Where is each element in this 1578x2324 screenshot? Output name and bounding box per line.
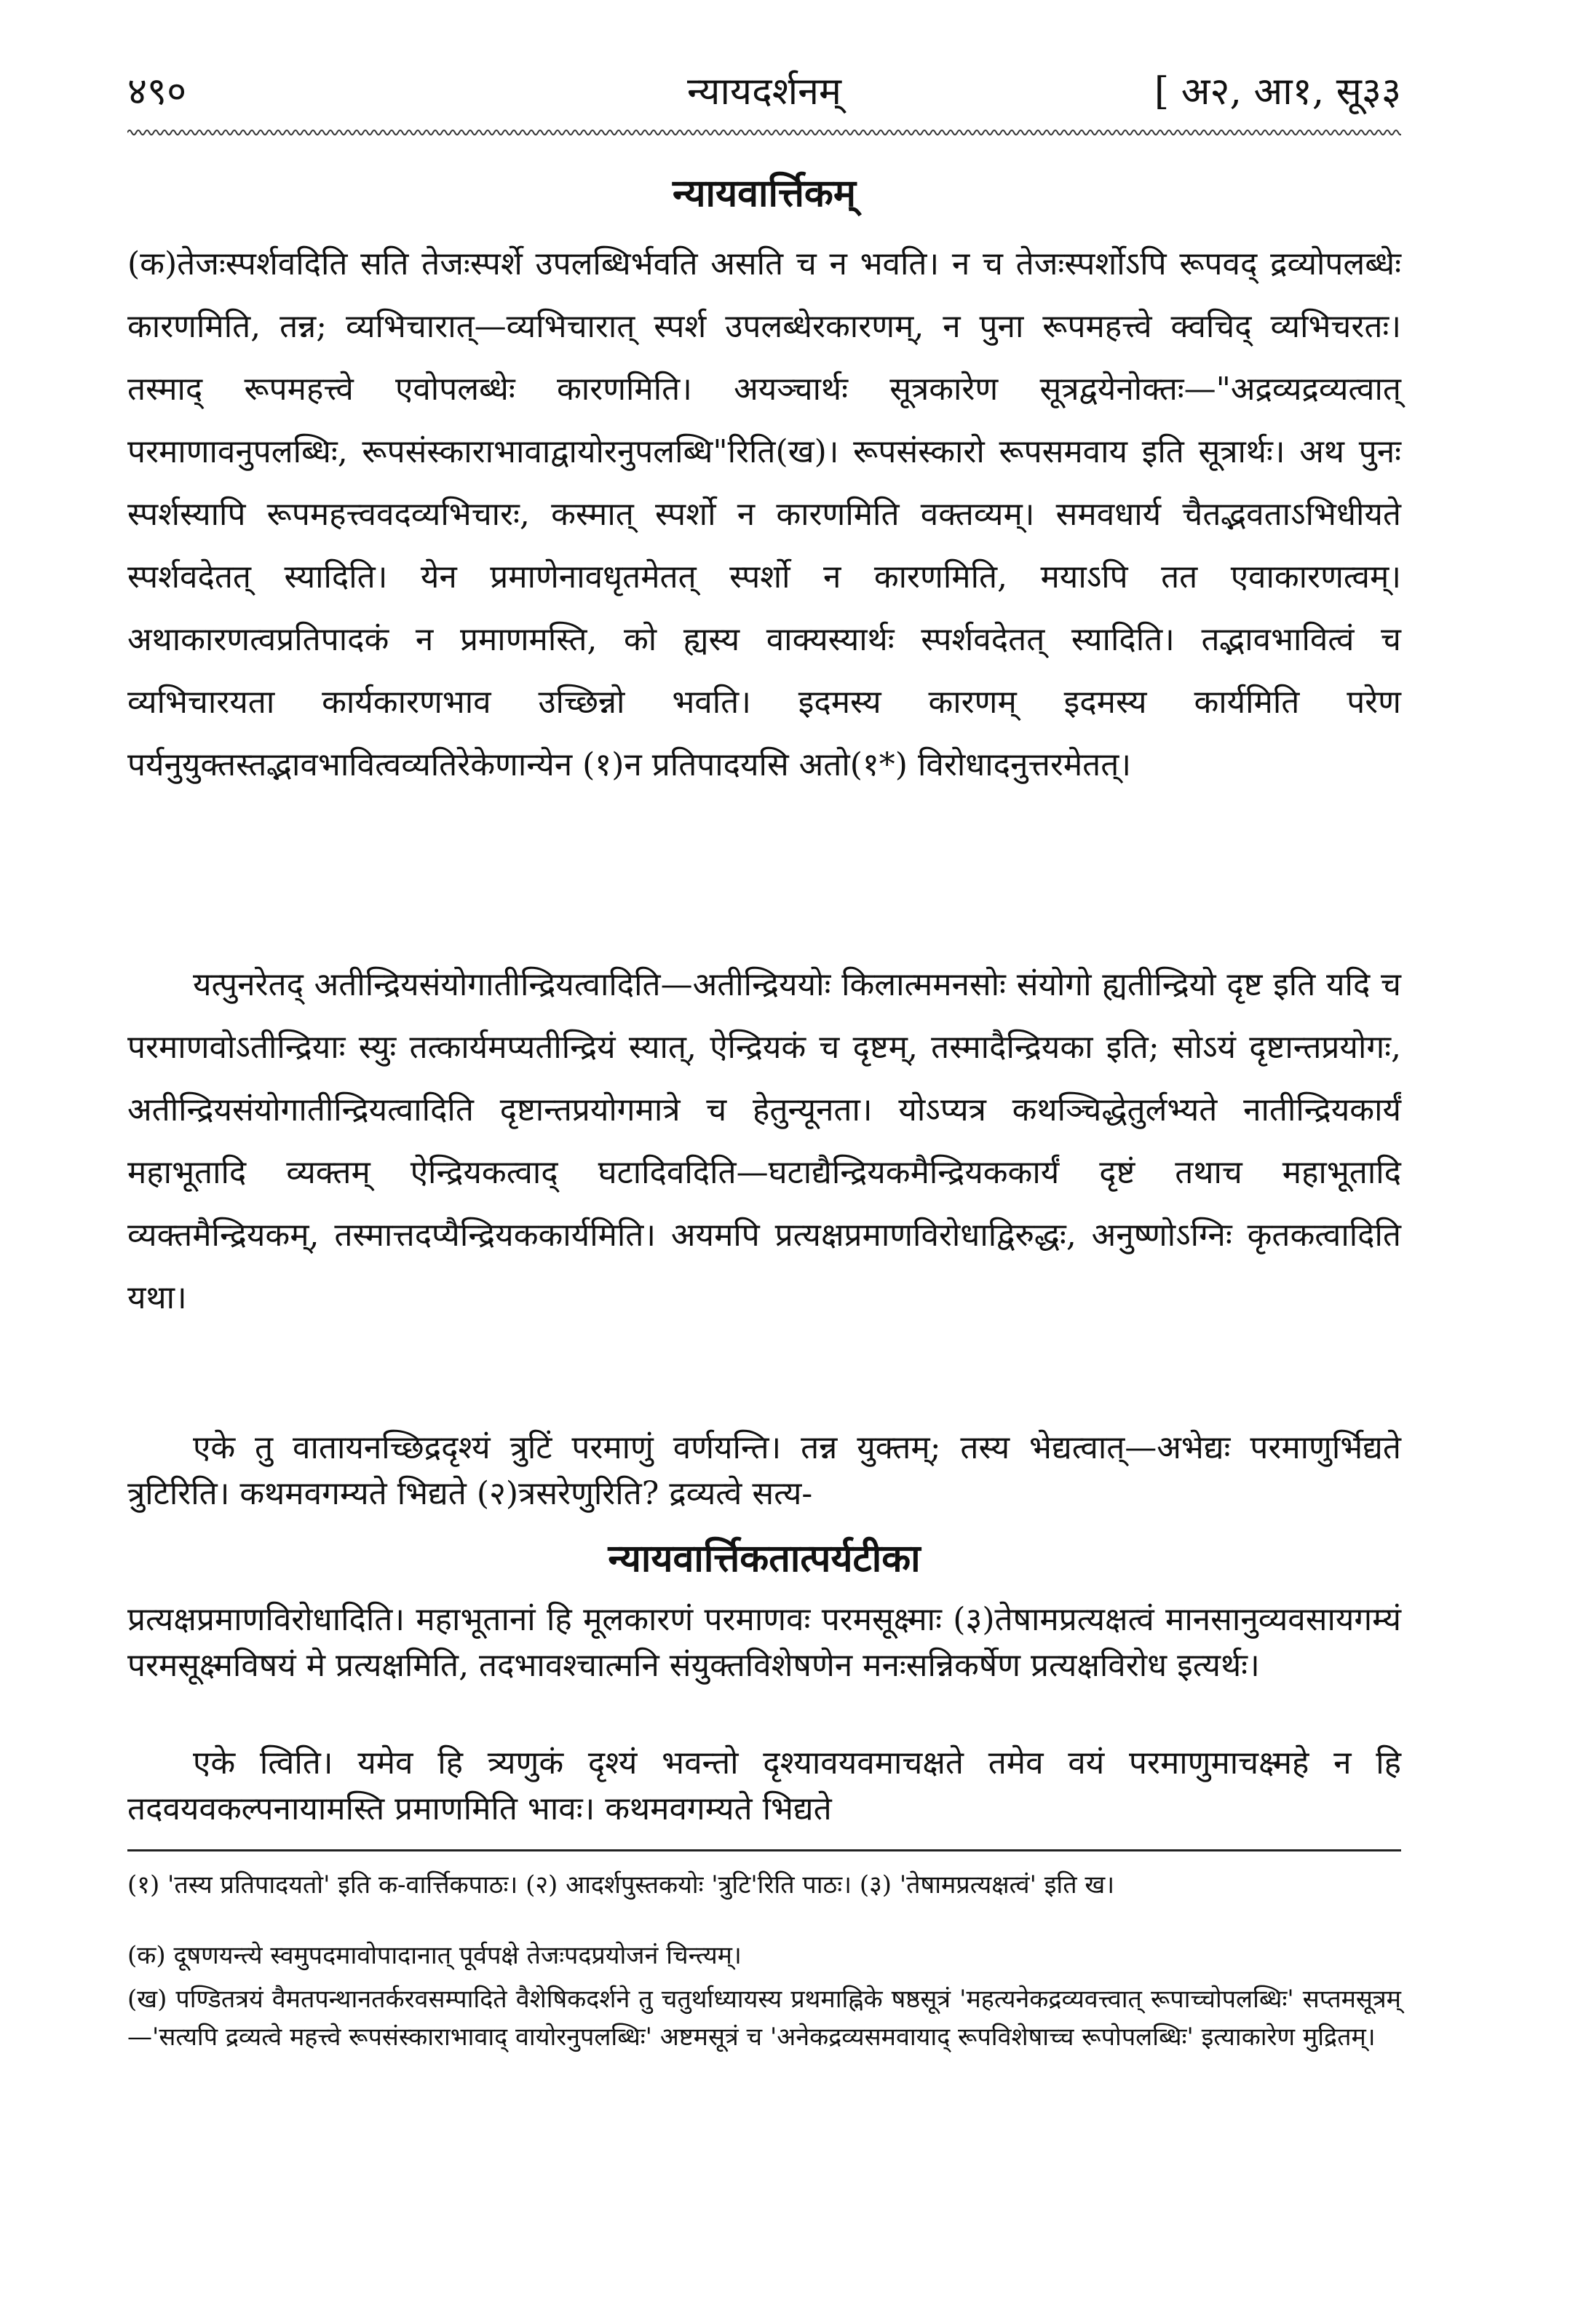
footnote-ka: (क) दूषणयन्त्ये स्वमुपदमावोपादानात् पूर्वपक्षे तेजःपदप्रयोजनं चिन्त्यम्। [127, 1941, 742, 1970]
vartika-text-3: एके तु वातायनच्छिद्रदृश्यं त्रुटिं परमाणुं वर्णयन्ति। तन्न युक्तम्; तस्य भेद्यत्वात्—अभेद्यः परमाणुर्भिद्यते त्रुटिरिति। कथमवगम्यते भिद्यते (२)त्रसरेणुरिति? द्रव्यत्वे सत्य- [127, 1429, 1401, 1512]
tika-heading: न्यायवार्त्तिकतात्पर्यटीका [608, 1536, 921, 1581]
vartika-text-2: यत्पुनरेतद् अतीन्द्रियसंयोगातीन्द्रियत्वादिति—अतीन्द्रिययोः किलात्ममनसोः संयोगो ह्यतीन्द्रियो दृष्ट इति यदि च परमाणवोऽतीन्द्रियाः स्युः तत्कार्यमप्यतीन्द्रियं स्यात्, ऐन्द्रियकं च दृष्टम्, तस्मादैन्द्रियका इति; सोऽयं दृष्टान्तप्रयोगः, अतीन्द्रियसंयोगातीन्द्रियत्वादिति दृष्टान्तप्रयोगमात्रे च हेतुन्यूनता। योऽप्यत्र कथञ्चिद्धेतुर्लभ्यते नातीन्द्रियकार्यं महाभूतादि व्यक्तम् ऐन्द्रियकत्वाद् घटादिवदिति—घटाद्यैन्द्रियकमैन्द्रियककार्यं दृष्टं तथाच महाभूतादि व्यक्तमैन्द्रियकम्, तस्मात्तदप्यैन्द्रियककार्यमिति। अयमपि प्रत्यक्षप्रमाणविरोधाद्विरुद्धः, अनुष्णोऽग्निः कृतकत्वादिति यथा। [127, 966, 1401, 1316]
tika-text-1: प्रत्यक्षप्रमाणविरोधादिति। महाभूतानां हि मूलकारणं परमाणवः परमसूक्ष्माः (३)तेषामप्रत्यक्षत्वं मानसानुव्यवसायगम्यं परमसूक्ष्मविषयं मे प्रत्यक्षमिति, तदभावश्चात्मनि संयुक्तविशेषणेन मनःसन्निकर्षेण प्रत्यक्षविरोध इत्यर्थः। [127, 1601, 1401, 1684]
page-header [127, 64, 1401, 122]
vartika-heading: न्यायवार्त्तिकम् [673, 171, 856, 216]
vartika-text-1: (क)तेजःस्पर्शवदिति सति तेजःस्पर्शे उपलब्धिर्भवति असति च न भवति। न च तेजःस्पर्शोऽपि रूपवद् द्रव्योपलब्धेः कारणमिति, तन्न; व्यभिचारात्—व्यभिचारात् स्पर्श उपलब्धेरकारणम्, न पुना रूपमहत्त्वे क्वचिद् व्यभिचरतः। तस्माद् रूपमहत्त्वे एवोपलब्धेः कारणमिति। अयञ्चार्थः सूत्रकारेण सूत्रद्वयेनोक्तः—"अद्रव्यद्रव्यत्वात् परमाणावनुपलब्धिः, रूपसंस्काराभावाद्वायोरनुपलब्धि"रिति(ख)। रूपसंस्कारो रूपसमवाय इति सूत्रार्थः। अथ पुनः स्पर्शस्यापि रूपमहत्त्ववदव्यभिचारः, कस्मात् स्पर्शो न कारणमिति वक्तव्यम्। समवधार्य चैतद्भवताऽभिधीयते स्पर्शवदेतत् स्यादिति। येन प्रमाणेनावधृतमेतत् स्पर्शो न कारणमिति, मयाऽपि तत एवाकारणत्वम्। अथाकारणत्वप्रतिपादकं न प्रमाणमस्ति, को ह्यस्य वाक्यस्यार्थः स्पर्शवदेतत् स्यादिति। तद्भावभावित्वं च व्यभिचारयता कार्यकारणभाव उच्छिन्नो भवति। इदमस्य कारणम् इदमस्य कार्यमिति परेण पर्यनुयुक्तस्तद्भावभावित्वव्यतिरेकेणान्येन (१)न प्रतिपादयसि अतो(१*) विरोधादनुत्तरमेतत्। [127, 245, 1401, 783]
vartika-paragraph-1 [127, 233, 1401, 797]
vartika-paragraph-2 [127, 954, 1401, 1329]
tika-text-2: एके त्विति। यमेव हि त्र्यणुकं दृश्यं भवन्तो दृश्यावयवमाचक्षते तमेव वयं परमाणुमाचक्ष्महे न हि तदवयवकल्पनायामस्ति प्रमाणमिति भावः। कथमवगम्यते भिद्यते [127, 1744, 1401, 1827]
footnote-divider [127, 1849, 1401, 1851]
vartika-paragraph-3 [127, 1425, 1401, 1517]
tika-paragraph-1 [127, 1597, 1401, 1688]
header-wavy-rule [127, 127, 1401, 138]
page-number: ४९० [127, 70, 187, 114]
tika-paragraph-2 [127, 1740, 1401, 1832]
running-title: न्यायदर्शनम् [686, 70, 842, 114]
section-reference: [ अ२, आ१, सू३३ [1154, 70, 1401, 114]
footnote-numbered: (१) 'तस्य प्रतिपादयतो' इति क-वार्त्तिकपाठः। (२) आदर्शपुस्तकयोः 'त्रुटि'रिति पाठः। (३) 'तेषामप्रत्यक्षत्वं' इति ख। [127, 1870, 1115, 1900]
footnote-kha: (ख) पण्डितत्रयं वैमतपन्थानतर्करवसम्पादिते वैशेषिकदर्शने तु चतुर्थाध्यायस्य प्रथमाह्निके षष्ठसूत्रं 'महत्यनेकद्रव्यवत्त्वात् रूपाच्चोपलब्धिः' सप्तमसूत्रम्—'सत्यपि द्रव्यत्वे महत्त्वे रूपसंस्काराभावाद् वायोरनुपलब्धिः' अष्टमसूत्रं च 'अनेकद्रव्यसमवायाद् रूपविशेषाच्च रूपोपलब्धिः' इत्याकारेण मुद्रितम्। [127, 1985, 1401, 2052]
